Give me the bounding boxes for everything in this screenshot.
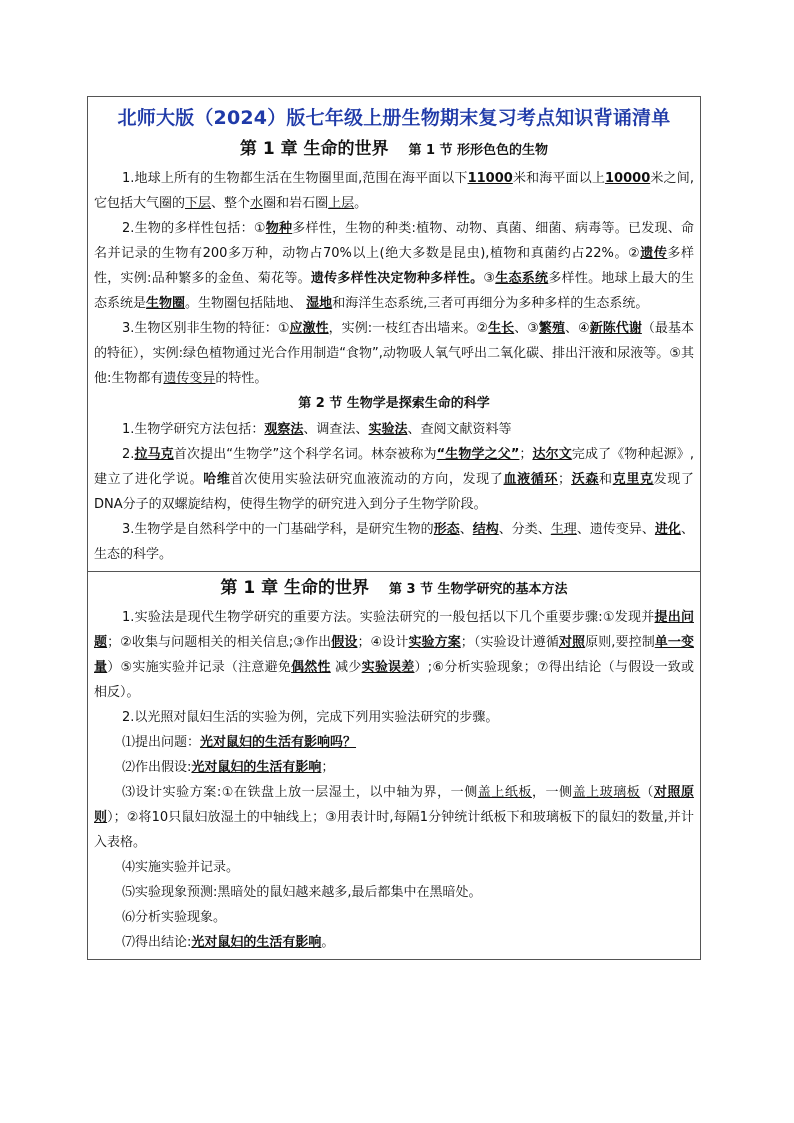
text-run: 10000 [605,171,651,186]
text-run: 、 [459,522,473,537]
text-run: 遗传多样性决定物种多样性。 [310,271,484,286]
text-run: 达尔文 [532,447,572,462]
text-run: 生态系统 [495,271,549,286]
text-run: 、查阅文献资料等 [407,422,512,437]
text-run: 减少 [330,660,362,675]
text-run: 、分类、 [498,522,551,537]
paragraph [94,517,694,567]
section-title: 第 1 节 形形色色的生物 [408,143,549,158]
text-run: 血液循环 [503,472,559,487]
paragraph [94,905,694,930]
text-run: ③ [483,271,496,286]
text-run: ； [519,447,533,462]
text-run: 拉马克 [134,447,174,462]
text-run: 结构 [472,522,499,537]
text-run: 、④ [565,321,590,336]
text-run: 。生物圈包括陆地、 [185,296,307,311]
text-run: 观察法 [264,422,304,437]
text-run: 米和海平面以上 [512,171,606,186]
text-run: ； [321,760,335,775]
text-run: 11000 [467,171,513,186]
text-run: 1.实验法是现代生物学研究的重要方法。实验法研究的一般包括以下几个重要步骤:①发现并 [122,610,655,625]
text-run: 物种 [265,221,293,236]
text-run: “生物学之父” [436,447,520,462]
text-run: 、遗传变异、 [576,522,655,537]
text-run: ，一侧 [531,785,573,800]
paragraph [94,605,694,705]
text-run: 新陈代谢 [589,321,642,336]
text-run: ；（实验设计遵循 [460,635,559,650]
paragraph [94,855,694,880]
text-run: 单一变量 [94,635,694,675]
text-run: ）；②将10只鼠妇放湿土的中轴线上；③用表计时,每隔1分钟统计纸板下和玻璃板下的鼠妇的数量,并计入表格。 [94,810,694,850]
text-run: 生理 [550,522,577,537]
paragraph [94,442,694,517]
text-run: 下层 [185,196,212,211]
text-run: 2.以光照对鼠妇生活的实验为例，完成下列用实验法研究的步骤。 [122,710,499,725]
text-run: 的特性。 [215,371,268,386]
section-title: 第 3 节 生物学研究的基本方法 [388,582,568,597]
text-run: 生长 [488,321,515,336]
section-box-1 [87,96,701,572]
paragraph [94,730,694,755]
text-run: （ [640,785,654,800]
text-run: 2.生物的多样性包括：① [122,221,266,236]
text-run: 。 [354,196,368,211]
text-run: 遗传变异 [163,371,216,386]
text-run: ；④设计 [357,635,409,650]
text-run: ⑹分析实验现象。 [122,910,227,925]
text-run: 完成了《物种起源》,建立了进化学说。 [94,447,694,487]
paragraph [94,166,694,216]
text-run: 1.生物学研究方法包括： [122,422,265,437]
chapter-title: 第 1 章 生命的世界 [220,578,370,598]
text-run: 盖上玻璃板 [572,785,641,800]
text-run: 原则,要控制 [585,635,655,650]
text-run: 圈和岩石圈 [263,196,329,211]
text-run: 1.地球上所有的生物都生活在生物圈里面,范围在海平面以下 [122,171,468,186]
text-run: 首次提出“生物学”这个科学名词。林奈被称为 [173,447,437,462]
text-run: （最基本的特征），实例:绿色植物通过光合作用制造“食物”,动物吸人氧气呼出二氧化碳、排出汗液和尿液等。⑤其他:生物都有 [94,321,694,386]
section-box-2 [87,572,701,960]
text-run: 、③ [514,321,539,336]
paragraph [94,755,694,780]
text-run: ； [558,472,572,487]
paragraph [94,417,694,442]
text-run: ，实例:一枝红杏出墙来。② [328,321,489,336]
text-run: 对照原则 [94,785,694,825]
text-run: 发现了DNA分子的双螺旋结构，使得生物学的研究进入到分子生物学阶段。 [94,472,694,512]
text-run: 光对鼠妇的生活有影响吗？ [200,735,357,750]
text-run: ；②收集与问题相关的相关信息;③作出 [107,635,332,650]
text-run: 光对鼠妇的生活有影响 [191,760,322,775]
chapter-title: 第 1 章 生命的世界 [239,139,389,159]
text-run: 实验方案 [408,635,461,650]
text-run: ⑵作出假设: [122,760,192,775]
text-run: 3.生物学是自然科学中的一门基础学科，是研究生物的 [122,522,434,537]
text-run: 3.生物区别非生物的特征：① [122,321,290,336]
text-run: 生物圈 [146,296,186,311]
text-run: 和 [599,472,613,487]
text-run: 多样性，实例:品种繁多的金鱼、菊花等。 [94,246,694,286]
text-run: 应激性 [289,321,329,336]
text-run: ）;⑥分析实验现象；⑦得出结论（与假设一致或相反）。 [94,660,694,700]
text-run: 上层 [328,196,355,211]
text-run: 遗传 [640,246,668,261]
text-run: 光对鼠妇的生活有影响 [191,935,322,950]
document-page [87,96,701,960]
text-run: 实验误差 [361,660,415,675]
text-run: 进化 [654,522,681,537]
text-run: 湿地 [306,296,333,311]
paragraph [94,930,694,955]
text-run: 盖上纸板 [477,785,532,800]
text-run: 和海洋生态系统,三者可再细分为多种多样的生态系统。 [332,296,649,311]
section-heading: 第 2 节 生物学是探索生命的科学 [298,396,490,411]
paragraph [94,780,694,855]
text-run: ⑷实施实验并记录。 [122,860,240,875]
text-run: 米之间,它包括大气圈的 [94,171,694,211]
text-run: 水 [250,196,264,211]
text-run: 克里克 [612,472,654,487]
text-run: 、调查法、 [303,422,369,437]
chapter-heading [94,576,694,602]
text-run: ⑸实验现象预测:黑暗处的鼠妇越来越多,最后都集中在黑暗处。 [122,885,482,900]
text-run: 首次使用实验法研究血液流动的方向，发现了 [230,472,504,487]
text-run: 繁殖 [538,321,565,336]
text-run: 形态 [433,522,460,537]
text-run: ⑺得出结论: [122,935,192,950]
text-run: 多样性，生物的种类:植物、动物、真菌、细菌、病毒等。已发现、命名并记录的生物有200多万种，动物占70%以上(绝大多数是昆虫),植物和真菌约占22%。② [94,221,694,261]
text-run: 多样性。地球上最大的生态系统是 [94,271,694,311]
paragraph [94,705,694,730]
text-run: 实验法 [368,422,408,437]
text-run: ⑶设计实验方案:①在铁盘上放一层湿土，以中轴为界，一侧 [122,785,478,800]
text-run: 、生态的科学。 [94,522,694,562]
text-run: 假设 [331,635,358,650]
text-run: 偶然性 [291,660,331,675]
paragraph [94,316,694,391]
text-run: ）⑤实施实验并记录（注意避免 [107,660,292,675]
document-title: 北师大版（2024）版七年级上册生物期末复习考点知识背诵清单 [117,107,671,129]
text-run: 2. [122,447,135,462]
text-run: 。 [321,935,335,950]
text-run: 提出问题 [94,610,694,650]
text-run: ⑴提出问题： [122,735,201,750]
paragraph [94,880,694,905]
paragraph [94,216,694,316]
text-run: 沃森 [571,472,600,487]
text-run: 哈维 [203,472,231,487]
text-run: 对照 [558,635,586,650]
text-run: 、整个 [211,196,251,211]
chapter-heading [94,137,694,163]
